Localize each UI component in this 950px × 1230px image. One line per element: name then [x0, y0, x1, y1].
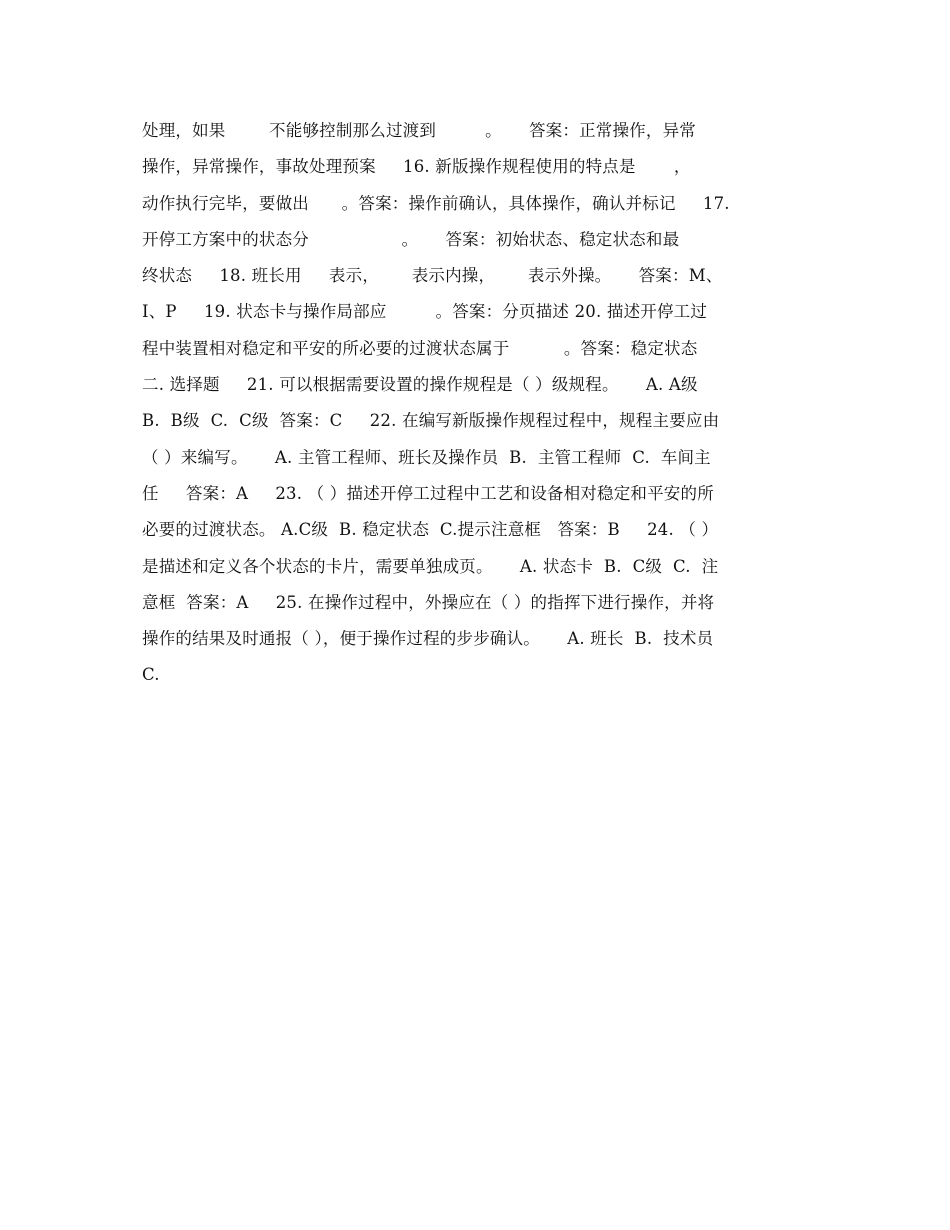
text-line: 操作，异常操作，事故处理预案 16. 新版操作规程使用的特点是 ， [142, 157, 691, 177]
text-line: 程中装置相对稳定和平安的所必要的过渡状态属于 。答案：稳定状态 [142, 338, 698, 358]
text-line: 处理，如果 不能够控制那么过渡到 。 答案：正常操作，异常 [142, 121, 696, 140]
text-line: 动作执行完毕，要做出 。答案：操作前确认，具体操作，确认并标记 17. [142, 193, 730, 213]
text-line: 是描述和定义各个状态的卡片，需要单独成页。 A. 状态卡 B. C级 C. 注 [142, 556, 719, 576]
text-line: 意框 答案：A 25. 在操作过程中，外操应在（ ）的指挥下进行操作，并将 [142, 592, 715, 612]
text-line: 任 答案：A 23. （ ）描述开停工过程中工艺和设备相对稳定和平安的所 [142, 483, 714, 503]
text-line: 终状态 18. 班长用 表示， 表示内操， 表示外操。 答案：M、 [142, 266, 723, 286]
text-line: I、P 19. 状态卡与操作局部应 。答案：分页描述 20. 描述开停工过 [142, 302, 708, 322]
text-line: B. B级 C. C级 答案：C 22. 在编写新版操作规程过程中，规程主要应由 [142, 411, 720, 431]
text-line: C. [142, 665, 160, 685]
text-line: 二. 选择题 21. 可以根据需要设置的操作规程是（ ）级规程。 A. A级 [142, 375, 698, 395]
body-text [142, 116, 822, 697]
text-line: （ ）来编写。 A. 主管工程师、班长及操作员 B. 主管工程师 C. 车间主 [142, 447, 711, 467]
text-line: 开停工方案中的状态分 。 答案：初始状态、稳定状态和最 [142, 229, 680, 249]
text-line: 必要的过渡状态。 A.C级 B. 稳定状态 C.提示注意框 答案：B 24. （ ） [142, 520, 719, 540]
text-line: 操作的结果及时通报（ ），便于操作过程的步步确认。 A. 班长 B. 技术员 [142, 629, 714, 649]
